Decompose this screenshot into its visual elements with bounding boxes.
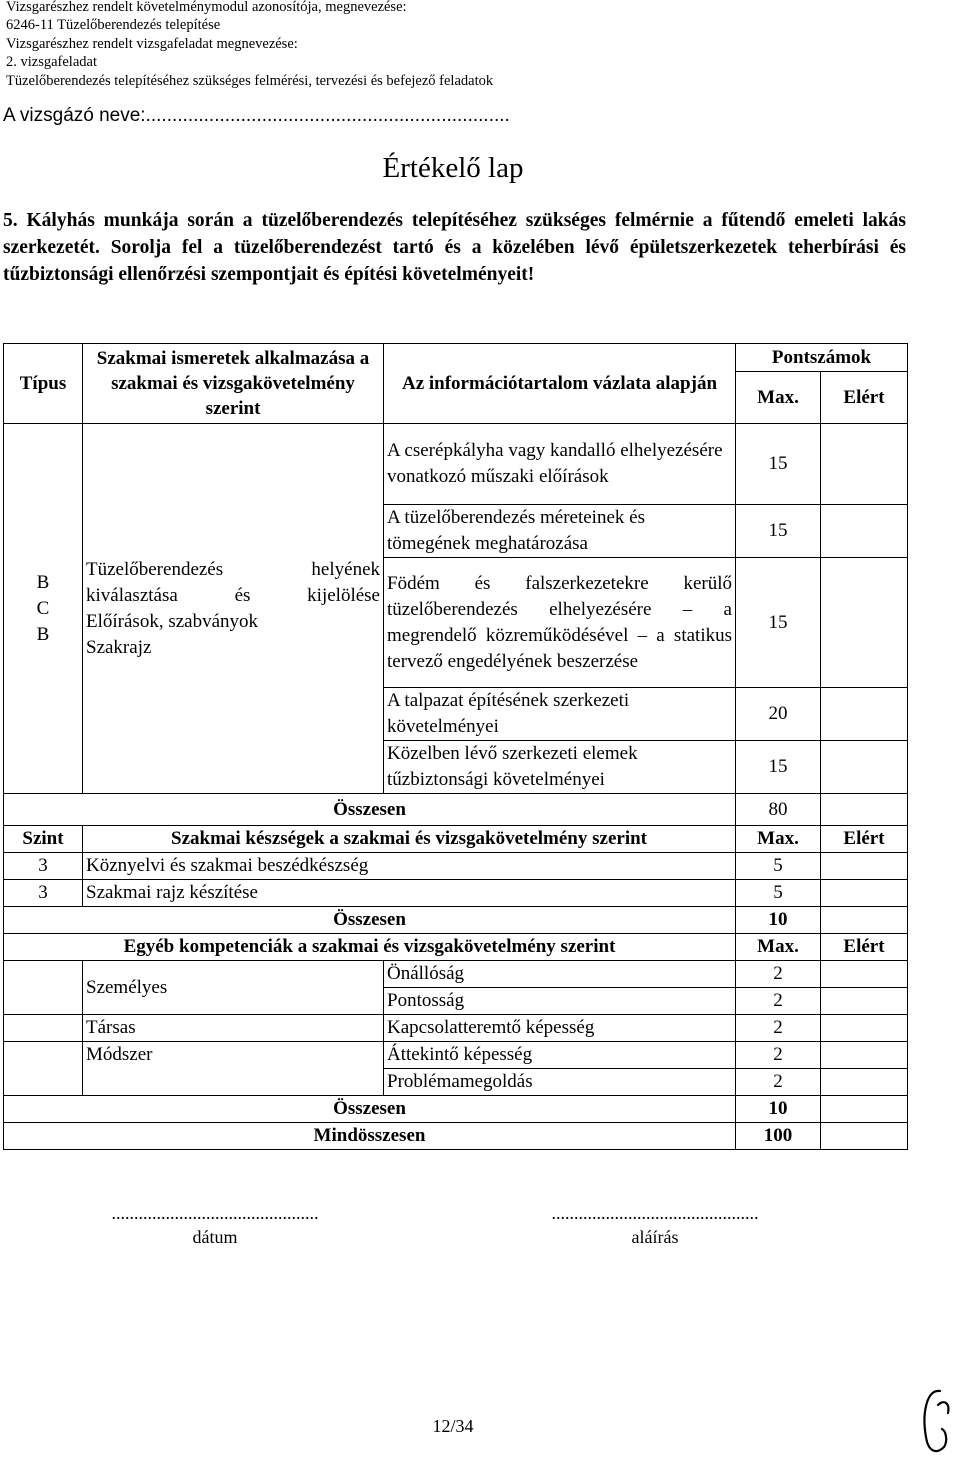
outline-item: A cserépkályha vagy kandalló elhelyezésére vonatkozó műszaki előírások [384,424,736,505]
skill-max: 5 [736,853,821,880]
points-header: Pontszámok [736,344,908,372]
knowledge-line: Szakrajz [86,636,152,658]
grand-total-label: Mindösszesen [4,1123,736,1150]
item-achieved[interactable] [821,688,908,741]
competency-text: Kapcsolatteremtő képesség [384,1015,736,1042]
knowledge-header: Szakmai ismeretek alkalmazása a szakmai és vizsgakövetelmény szerint [83,344,384,424]
max-header: Max. [736,934,821,961]
max-header: Max. [736,372,821,424]
skill-achieved[interactable] [821,880,908,907]
evaluation-table [3,343,908,1150]
page-number: 12/34 [432,1416,474,1436]
signature-label: aláírás [631,1227,679,1247]
outline-item: A talpazat építésének szerkezeti követelményei [384,688,736,741]
competency-text: Önállóság [384,961,736,988]
header-line: Tüzelőberendezés telepítéséhez szükséges felmérési, tervezési és befejező feladatok [6,72,494,89]
date-block [80,1201,350,1249]
item-achieved[interactable] [821,741,908,794]
date-field[interactable]: .............................................. [111,1203,319,1223]
type-code: B [36,571,50,593]
skill-max: 5 [736,880,821,907]
total-max: 10 [736,1096,821,1123]
header-line: Vizsgarészhez rendelt követelménymodul azonosítója, megnevezése: [6,0,407,15]
grand-total-max: 100 [736,1123,821,1150]
total-label: Összesen [4,1096,736,1123]
competency-achieved[interactable] [821,988,908,1015]
competency-achieved[interactable] [821,1042,908,1069]
knowledge-line: Tüzelőberendezés helyének kiválasztása és kijelölése [86,558,380,606]
grand-total-achieved[interactable] [821,1123,908,1150]
item-achieved[interactable] [821,558,908,688]
competencies-header: Egyéb kompetenciák a szakmai és vizsgakövetelmény szerint [4,934,736,961]
page-title: Értékelő lap [382,152,524,184]
competency-text: Áttekintő képesség [384,1042,736,1069]
group-cell [4,961,83,1015]
header-line: 6246-11 Tüzelőberendezés telepítése [6,17,221,34]
competency-max: 2 [736,1015,821,1042]
level-header: Szint [4,826,83,853]
type-code: C [36,597,50,619]
item-achieved[interactable] [821,505,908,558]
item-achieved[interactable] [821,424,908,505]
competency-group: Módszer [83,1042,384,1096]
total-max: 10 [736,907,821,934]
competency-group: Társas [83,1015,384,1042]
item-max: 15 [736,424,821,505]
competency-text: Pontosság [384,988,736,1015]
competency-group: Személyes [83,961,384,1015]
total-achieved[interactable] [821,794,908,826]
achieved-header: Elért [821,826,908,853]
date-label: dátum [192,1227,238,1247]
achieved-header: Elért [821,934,908,961]
competency-achieved[interactable] [821,961,908,988]
competency-max: 2 [736,1042,821,1069]
total-achieved[interactable] [821,907,908,934]
item-max: 15 [736,741,821,794]
outline-item: A tüzelőberendezés méreteinek és tömegének meghatározása [384,505,736,558]
achieved-header: Elért [821,372,908,424]
type-code: B [36,623,50,645]
type-cell [4,424,83,794]
examinee-name-field[interactable]: A vizsgázó neve:..................................................................... [3,105,510,126]
item-max: 15 [736,558,821,688]
document-header [6,0,493,90]
competency-max: 2 [736,961,821,988]
skill-level: 3 [4,880,83,907]
skill-text: Szakmai rajz készítése [83,880,736,907]
competency-text: Problémamegoldás [384,1069,736,1096]
competency-achieved[interactable] [821,1015,908,1042]
outline-item: Födém és falszerkezetekre kerülő tüzelőberendezés elhelyezésére – a megrendelő közreműködésével – a statikus tervező engedélyének beszerzése [384,558,736,688]
max-header: Max. [736,826,821,853]
total-label: Összesen [4,907,736,934]
signature-block [520,1201,790,1249]
competency-max: 2 [736,988,821,1015]
skills-header: Szakmai készségek a szakmai és vizsgakövetelmény szerint [83,826,736,853]
group-cell [4,1042,83,1096]
type-header: Típus [4,344,83,424]
outline-header: Az információtartalom vázlata alapján [384,344,736,424]
group-cell [4,1015,83,1042]
task-text: 5. Kályhás munkája során a tüzelőberendezés telepítéséhez szükséges felmérnie a fűtendő emeleti lakás szerkezetét. Sorolja fel a tüzelőberendezést tartó és a közelében lévő épületszerkezetek teherbírási és tűzbiztonsági ellenőrzési szempontjait és építési követelményeit! [3,210,906,285]
skill-text: Köznyelvi és szakmai beszédkészség [83,853,736,880]
total-achieved[interactable] [821,1096,908,1123]
knowledge-cell [83,424,384,794]
header-line: 2. vizsgafeladat [6,54,97,71]
item-max: 15 [736,505,821,558]
item-max: 20 [736,688,821,741]
competency-max: 2 [736,1069,821,1096]
signature-field[interactable]: .............................................. [551,1203,759,1223]
competency-achieved[interactable] [821,1069,908,1096]
total-label: Összesen [4,794,736,826]
knowledge-line: Előírások, szabványok [86,610,259,632]
skill-achieved[interactable] [821,853,908,880]
handwritten-signature-mark [918,1385,956,1457]
total-max: 80 [736,794,821,826]
outline-item: Közelben lévő szerkezeti elemek tűzbiztonsági követelményei [384,741,736,794]
header-line: Vizsgarészhez rendelt vizsgafeladat megnevezése: [6,35,298,52]
skill-level: 3 [4,853,83,880]
